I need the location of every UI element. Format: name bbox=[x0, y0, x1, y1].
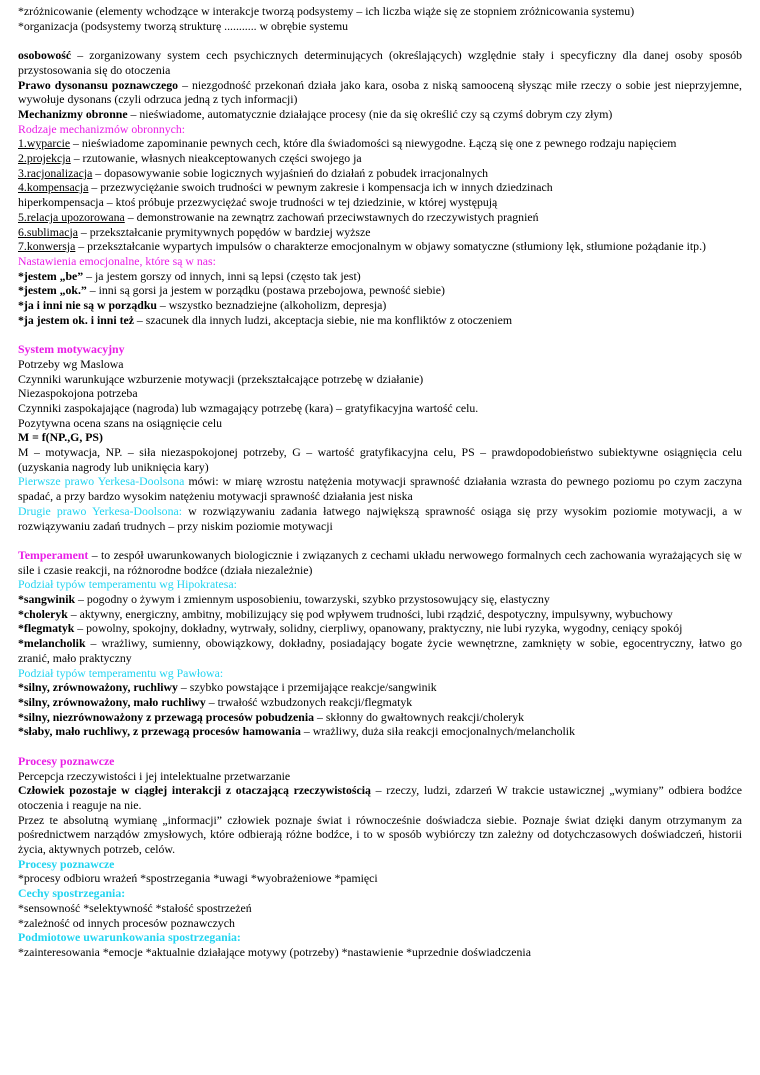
text-line: M – motywacja, NP. – siła niezaspokojonej potrzeby, G – wartość gratyfikacyjna celu, PS – prawdopodobieństwo subiektywne osiągnięcia celu (uzyskania nagrody lub uniknięcia kary) bbox=[18, 445, 742, 474]
definition-dysonans bbox=[18, 78, 742, 107]
text-line: *organizacja (podsystemy tworzą strukturę ........... w obrębie systemu bbox=[18, 18, 349, 33]
term: Temperament bbox=[18, 547, 89, 562]
section-heading: Nastawienia emocjonalne, które są w nas: bbox=[18, 253, 216, 268]
paragraph-text: – rzeczy, ludzi, zdarzeń W trakcie ustawicznej „wymiany” odbiera bodźce otoczenia i reaguje na nie. bbox=[18, 783, 742, 812]
list-item bbox=[18, 621, 742, 636]
text-line: *procesy odbioru wrażeń *spostrzegania *uwagi *wyobrażeniowe *pamięci bbox=[18, 871, 378, 886]
term: osobowość bbox=[18, 48, 72, 63]
list-item bbox=[18, 298, 742, 313]
law-label: Drugie prawo Yerkesa-Doolsona: bbox=[18, 503, 182, 518]
item-text: – przekształcanie prymitywnych popędów w bardziej wyższe bbox=[77, 224, 371, 239]
term: Prawo dysonansu poznawczego bbox=[18, 77, 179, 92]
text-line: *zależność od innych procesów poznawczych bbox=[18, 915, 235, 930]
text-line: Percepcja rzeczywistości i jej intelektualne przetwarzanie bbox=[18, 768, 291, 783]
definition-text: – zorganizowany system cech psychicznych determinujących (określających) względnie stały i specyficzny dla danej osoby sposób przystosowania się do otoczenia bbox=[18, 48, 742, 77]
definition-text: – to zespół uwarunkowanych biologicznie i związanych z cechami układu nerwowego formalnych cech zachowania wyrażających się w sile i czasie reakcji, na różnorodne bodźce (działa niezależnie) bbox=[18, 547, 742, 577]
section-heading: Procesy poznawcze bbox=[18, 856, 115, 871]
list-item bbox=[18, 166, 742, 181]
list-item bbox=[18, 239, 742, 254]
item-text: – przezwyciężanie swoich trudności w pewnym zakresie i kompensacja ich w innych dziedzinach bbox=[88, 180, 553, 195]
item-text: – rzutowanie, własnych nieakceptowanych części swojego ja bbox=[70, 151, 362, 166]
definition-mechanizmy bbox=[18, 107, 742, 122]
item-text: hiperkompensacja – ktoś próbuje przezwyciężać swoje trudności w tej dziedzinie, w której występują bbox=[18, 195, 498, 210]
list-item bbox=[18, 225, 742, 240]
item-label: 2.projekcja bbox=[18, 151, 71, 166]
section-heading: Cechy spostrzegania: bbox=[18, 886, 126, 901]
item-label: 5.relacja upozorowana bbox=[18, 209, 125, 224]
paragraph bbox=[18, 783, 742, 812]
emphasis: Człowiek pozostaje w ciągłej interakcji z otaczającą rzeczywistością bbox=[18, 783, 371, 798]
item-label: *silny, zrównoważony, mało ruchliwy bbox=[18, 695, 206, 709]
item-text: – inni są gorsi ja jestem w porządku (postawa przebojowa, pewność siebie) bbox=[86, 283, 445, 298]
list-item bbox=[18, 607, 742, 622]
item-label: *ja jestem ok. i inni też bbox=[18, 312, 134, 327]
item-text: – demonstrowanie na zewnątrz zachowań przeciwstawnych do rzeczywistych pragnień bbox=[124, 209, 539, 224]
text-line: *zainteresowania *emocje *aktualnie działające motywy (potrzeby) *nastawienie *uprzednie doświadczenia bbox=[18, 944, 531, 959]
list-item bbox=[18, 636, 742, 665]
list-item bbox=[18, 180, 742, 195]
text-line: Pozytywna ocena szans na osiągnięcie celu bbox=[18, 415, 223, 430]
definition-text: – nieświadome, automatycznie działające procesy (nie da się określić czy są czymś dobrym czy złym) bbox=[127, 106, 613, 121]
text-line: *sensowność *selektywność *stałość spostrzeżeń bbox=[18, 900, 252, 915]
formula: M = f(NP.,G, PS) bbox=[18, 430, 103, 445]
list-item bbox=[18, 592, 742, 607]
item-text: – wrażliwy, sumienny, obowiązkowy, dokładny, posiadający bogate życie wewnętrzne, zamknięty w sobie, egocentryczny, łatwo go zranić, mało praktyczny bbox=[18, 636, 742, 665]
item-text: – szybko powstające i przemijające reakcje/sangwinik bbox=[177, 680, 437, 695]
section-heading: Procesy poznawcze bbox=[18, 753, 115, 768]
item-label: 4.kompensacja bbox=[18, 180, 89, 195]
item-label: 1.wyparcie bbox=[18, 136, 71, 151]
item-text: – pogodny o żywym i zmiennym usposobieniu, towarzyski, szybko przystosowujący się, elastyczny bbox=[75, 592, 550, 607]
list-item bbox=[18, 210, 742, 225]
text-line: *zróżnicowanie (elementy wchodzące w interakcje tworzą podsystemy – ich liczba wiąże się ze stopniem zróżnicowania systemu) bbox=[18, 4, 635, 18]
item-text: – skłonny do gwałtownych reakcji/choleryk bbox=[314, 709, 525, 724]
section-heading: Podmiotowe uwarunkowania spostrzegania: bbox=[18, 930, 241, 945]
item-text: – trwałość wzbudzonych reakcji/flegmatyk bbox=[205, 695, 413, 709]
item-label: *silny, zrównoważony, ruchliwy bbox=[18, 680, 178, 695]
law-label: Pierwsze prawo Yerkesa-Doolsona bbox=[18, 474, 185, 489]
item-text: – nieświadome zapominanie pewnych cech, które dla świadomości są niewygodne. Łączą się one z pewnego rodzaju napięciem bbox=[70, 136, 677, 151]
text-line: Niezaspokojona potrzeba bbox=[18, 386, 138, 401]
item-text: – przekształcanie wypartych impulsów o charakterze emocjonalnym w objawy somatyczne (stłumiony lęk, stłumione pożądanie itp.) bbox=[75, 239, 706, 254]
definition-temperament bbox=[18, 548, 742, 577]
section-heading: Rodzaje mechanizmów obronnych: bbox=[18, 121, 186, 136]
list-item bbox=[18, 151, 742, 166]
list-item bbox=[18, 724, 742, 739]
term: Mechanizmy obronne bbox=[18, 106, 128, 121]
item-label: *słaby, mało ruchliwy, z przewagą procesów hamowania bbox=[18, 724, 301, 739]
section-heading: Podział typów temperamentu wg Pawłowa: bbox=[18, 665, 224, 680]
definition-text: – niezgodność przekonań działa jako kara, osoba z niską samooceną słysząc miłe rzeczy o sobie jest nieprzyjemne, wywołuje dysonans (czyli odrzuca jedną z tych informacji) bbox=[18, 77, 742, 107]
item-label: *sangwinik bbox=[18, 592, 76, 607]
item-text: – wrażliwy, duża siła reakcji emocjonalnych/melancholik bbox=[300, 724, 575, 739]
text-line: Czynniki zaspokajające (nagroda) lub wzmagający potrzebę (kara) – gratyfikacyjna wartość celu. bbox=[18, 400, 479, 415]
item-label: *choleryk bbox=[18, 606, 68, 621]
item-label: *ja i inni nie są w porządku bbox=[18, 298, 157, 313]
list-item bbox=[18, 269, 742, 284]
paragraph: Przez te absolutną wymianę „informacji” człowiek poznaje świat i równocześnie doświadcza siebie. Poznaje świat dzięki danym otrzymanym za pośrednictwem narządów zmysłowych, które odbierają różne bodźce, i to w sposób wybiórczy tzn zależny od dotychczasowych doświadczeń, historii życia, aktywnych potrzeb, celów. bbox=[18, 812, 742, 857]
item-text: – aktywny, energiczny, ambitny, mobilizujący się pod wpływem trudności, lubi rządzić, despotyczny, impulsywny, wybuchowy bbox=[67, 606, 673, 621]
item-label: *melancholik bbox=[18, 636, 86, 651]
list-item bbox=[18, 136, 742, 151]
text-line: Potrzeby wg Maslowa bbox=[18, 356, 124, 371]
section-heading: Podział typów temperamentu wg Hipokratesa: bbox=[18, 577, 237, 592]
law-2 bbox=[18, 504, 742, 533]
item-label: 7.konwersja bbox=[18, 239, 76, 254]
list-item bbox=[18, 710, 742, 725]
list-item bbox=[18, 313, 742, 328]
list-item bbox=[18, 695, 742, 710]
law-text: w rozwiązywaniu zadania łatwego największą sprawność osiąga się przy wysokim poziomie motywacji, a w rozwiązywaniu zadań trudnych – przy niskim poziomie motywacji bbox=[18, 503, 743, 533]
item-text: – wszystko beznadziejne (alkoholizm, depresja) bbox=[156, 298, 387, 313]
item-label: 6.sublimacja bbox=[18, 224, 78, 239]
item-text: – ja jestem gorszy od innych, inni są lepsi (często tak jest) bbox=[83, 268, 361, 283]
item-label: *jestem „be” bbox=[18, 268, 84, 283]
item-label: 3.racjonalizacja bbox=[18, 165, 93, 180]
item-label: *silny, niezrównoważony z przewagą procesów pobudzenia bbox=[18, 709, 315, 724]
item-text: – powolny, spokojny, dokładny, wytrwały, solidny, cierpliwy, opanowany, praktyczny, nie lubi ryzyka, wygodny, ceniący spokój bbox=[74, 621, 683, 636]
section-heading: System motywacyjny bbox=[18, 342, 125, 357]
list-item bbox=[18, 680, 742, 695]
list-item bbox=[18, 283, 742, 298]
text-line: Czynniki warunkujące wzburzenie motywacji (przekształcające potrzebę w działanie) bbox=[18, 371, 424, 386]
item-text: – szacunek dla innych ludzi, akceptacja siebie, nie ma konfliktów z otoczeniem bbox=[133, 312, 512, 327]
law-text: mówi: w miarę wzrostu natężenia motywacji sprawność działania wzrasta do pewnego poziomu po czym zaczyna spadać, a przy bardzo wysokim natężeniu motywacji sprawność działania jest niska bbox=[18, 474, 743, 504]
item-text: – dopasowywanie sobie logicznych wyjaśnień do działań z pobudek irracjonalnych bbox=[92, 165, 489, 180]
list-item bbox=[18, 195, 742, 210]
item-label: *flegmatyk bbox=[18, 621, 75, 636]
law-1 bbox=[18, 474, 742, 503]
definition-osobowosc bbox=[18, 48, 742, 77]
item-label: *jestem „ok.” bbox=[18, 283, 87, 298]
